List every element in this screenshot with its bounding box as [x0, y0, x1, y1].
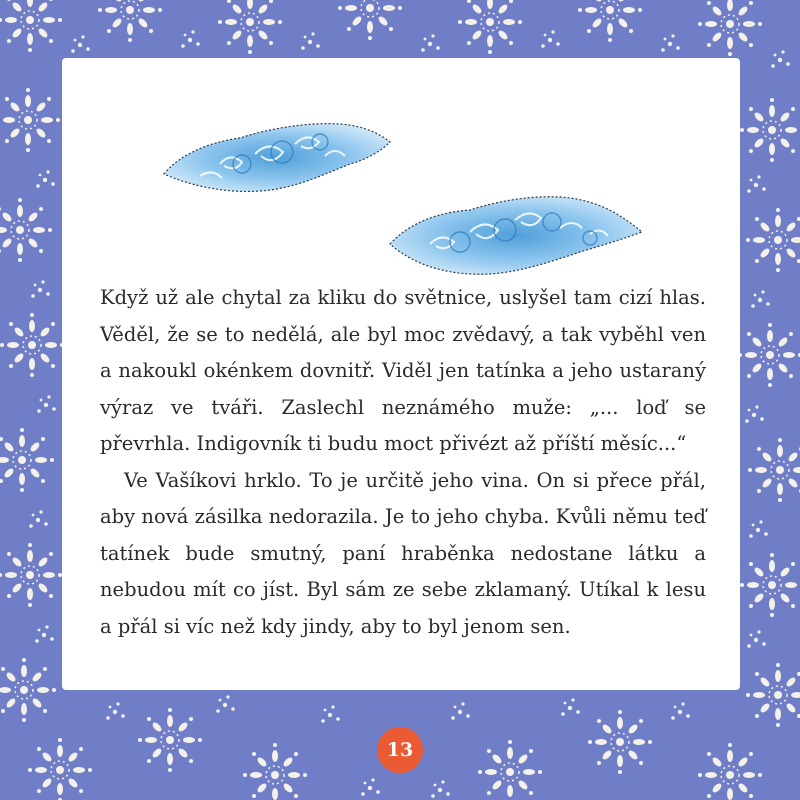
clouds-illustration	[160, 94, 650, 304]
cloud-right	[390, 197, 642, 275]
story-paragraph-2: Ve Vašíkovi hrklo. To je určitě jeho vina. On si přece přál, aby nová zásilka nedorazila. Je to jeho chyba. Kvůli němu teď tatínek bude smutný, paní hraběnka nedostane látku a nebudou mít co jíst. Byl sám ze sebe zklamaný. Utíkal k lesu a přál si víc než kdy jindy, aby to byl jenom sen.	[100, 468, 706, 638]
story-text	[100, 280, 706, 645]
story-paragraph-1: Když už ale chytal za kliku do světnice, uslyšel tam cizí hlas. Věděl, že se to nedělá, ale byl moc zvědavý, a tak vyběhl ven a nakoukl okénkem dovnitř. Viděl jen tatínka a jeho ustaraný výraz ve tváři. Zaslechl neznámého muže: „... loď se převrhla. Indigovník ti budu moct přivézt až příští měsíc...“	[100, 286, 706, 455]
cloud-left	[164, 124, 390, 192]
page-number-badge: 13	[377, 727, 423, 773]
text-panel	[62, 58, 740, 690]
